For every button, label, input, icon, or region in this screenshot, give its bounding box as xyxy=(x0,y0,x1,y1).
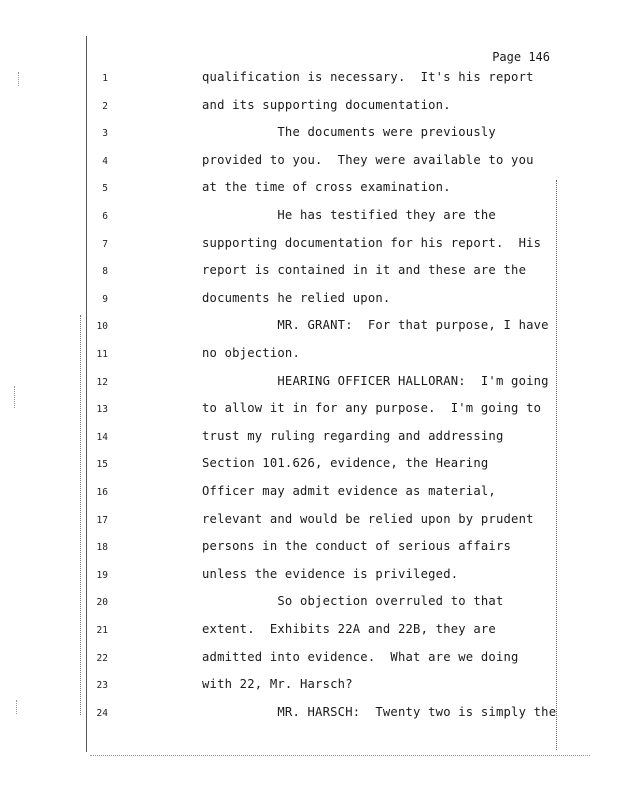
line-text: provided to you. They were available to you xyxy=(202,152,534,167)
left-margin-rule xyxy=(86,36,87,752)
line-number: 13 xyxy=(96,404,108,416)
line-text: MR. HARSCH: Twenty two is simply the xyxy=(202,704,557,719)
line-number: 14 xyxy=(96,431,108,443)
line-text: relevant and would be relied upon by prudent xyxy=(202,511,534,526)
transcript-line xyxy=(0,96,618,116)
line-text: trust my ruling regarding and addressing xyxy=(202,428,504,443)
transcript-line xyxy=(0,399,618,419)
line-text: qualification is necessary. It's his report xyxy=(202,70,534,84)
line-number: 12 xyxy=(96,376,108,388)
transcript-line xyxy=(0,510,618,530)
transcript-line xyxy=(0,675,618,695)
line-text: persons in the conduct of serious affairs xyxy=(202,539,512,554)
transcript-line xyxy=(0,316,618,336)
line-number: 22 xyxy=(96,652,108,664)
line-text: documents he relied upon. xyxy=(202,290,391,305)
line-number: 23 xyxy=(96,680,108,692)
line-number: 24 xyxy=(96,707,108,719)
line-number: 3 xyxy=(102,128,108,140)
transcript-line xyxy=(0,289,618,309)
line-text: unless the evidence is privileged. xyxy=(202,566,459,581)
line-number: 18 xyxy=(96,542,108,554)
transcript-line xyxy=(0,648,618,668)
transcript-line xyxy=(0,344,618,364)
line-text: report is contained in it and these are the xyxy=(202,263,527,278)
transcript-line xyxy=(0,151,618,171)
transcript-line xyxy=(0,592,618,612)
transcript-line xyxy=(0,234,618,254)
line-number: 2 xyxy=(102,100,108,112)
transcript-line xyxy=(0,261,618,281)
line-number: 10 xyxy=(96,321,108,333)
transcript-line xyxy=(0,123,618,143)
line-number: 5 xyxy=(102,183,108,195)
transcript-line xyxy=(0,454,618,474)
page-number: Page 146 xyxy=(492,50,550,64)
line-number: 19 xyxy=(96,569,108,581)
line-number: 16 xyxy=(96,487,108,498)
line-text: and its supporting documentation. xyxy=(202,97,451,112)
transcript-line xyxy=(0,68,618,88)
line-text: HEARING OFFICER HALLORAN: I'm going xyxy=(202,373,549,388)
transcript-line xyxy=(0,620,618,640)
transcript-line xyxy=(0,178,618,198)
line-text: with 22, Mr. Harsch? xyxy=(202,677,353,692)
line-text: no objection. xyxy=(202,346,300,360)
transcript-line xyxy=(0,427,618,447)
line-number: 9 xyxy=(102,293,108,305)
line-number: 11 xyxy=(96,349,108,360)
footer-rule xyxy=(90,755,590,757)
line-text: MR. GRANT: For that purpose, I have xyxy=(202,318,549,333)
line-text: extent. Exhibits 22A and 22B, they are xyxy=(202,622,496,636)
transcript-line xyxy=(0,206,618,226)
line-text: The documents were previously xyxy=(202,125,496,140)
line-text: He has testified they are the xyxy=(202,208,496,222)
line-number: 21 xyxy=(96,625,108,636)
transcript-line xyxy=(0,482,618,502)
line-text: supporting documentation for his report. His xyxy=(202,235,542,250)
line-text: to allow it in for any purpose. I'm going to xyxy=(202,401,542,416)
line-text: admitted into evidence. What are we doing xyxy=(202,649,519,664)
line-number: 4 xyxy=(102,155,108,167)
transcript-line xyxy=(0,703,618,723)
transcript-line xyxy=(0,372,618,392)
line-number: 7 xyxy=(102,238,108,250)
line-text: So objection overruled to that xyxy=(202,594,504,609)
line-number: 6 xyxy=(102,211,108,222)
line-text: Section 101.626, evidence, the Hearing xyxy=(202,456,489,471)
line-number: 20 xyxy=(96,597,108,609)
line-number: 1 xyxy=(102,73,108,84)
line-number: 8 xyxy=(102,266,108,278)
line-text: Officer may admit evidence as material, xyxy=(202,484,496,498)
transcript-line xyxy=(0,565,618,585)
line-number: 17 xyxy=(96,514,108,526)
line-number: 15 xyxy=(96,459,108,471)
line-text: at the time of cross examination. xyxy=(202,180,451,195)
transcript-line xyxy=(0,537,618,557)
